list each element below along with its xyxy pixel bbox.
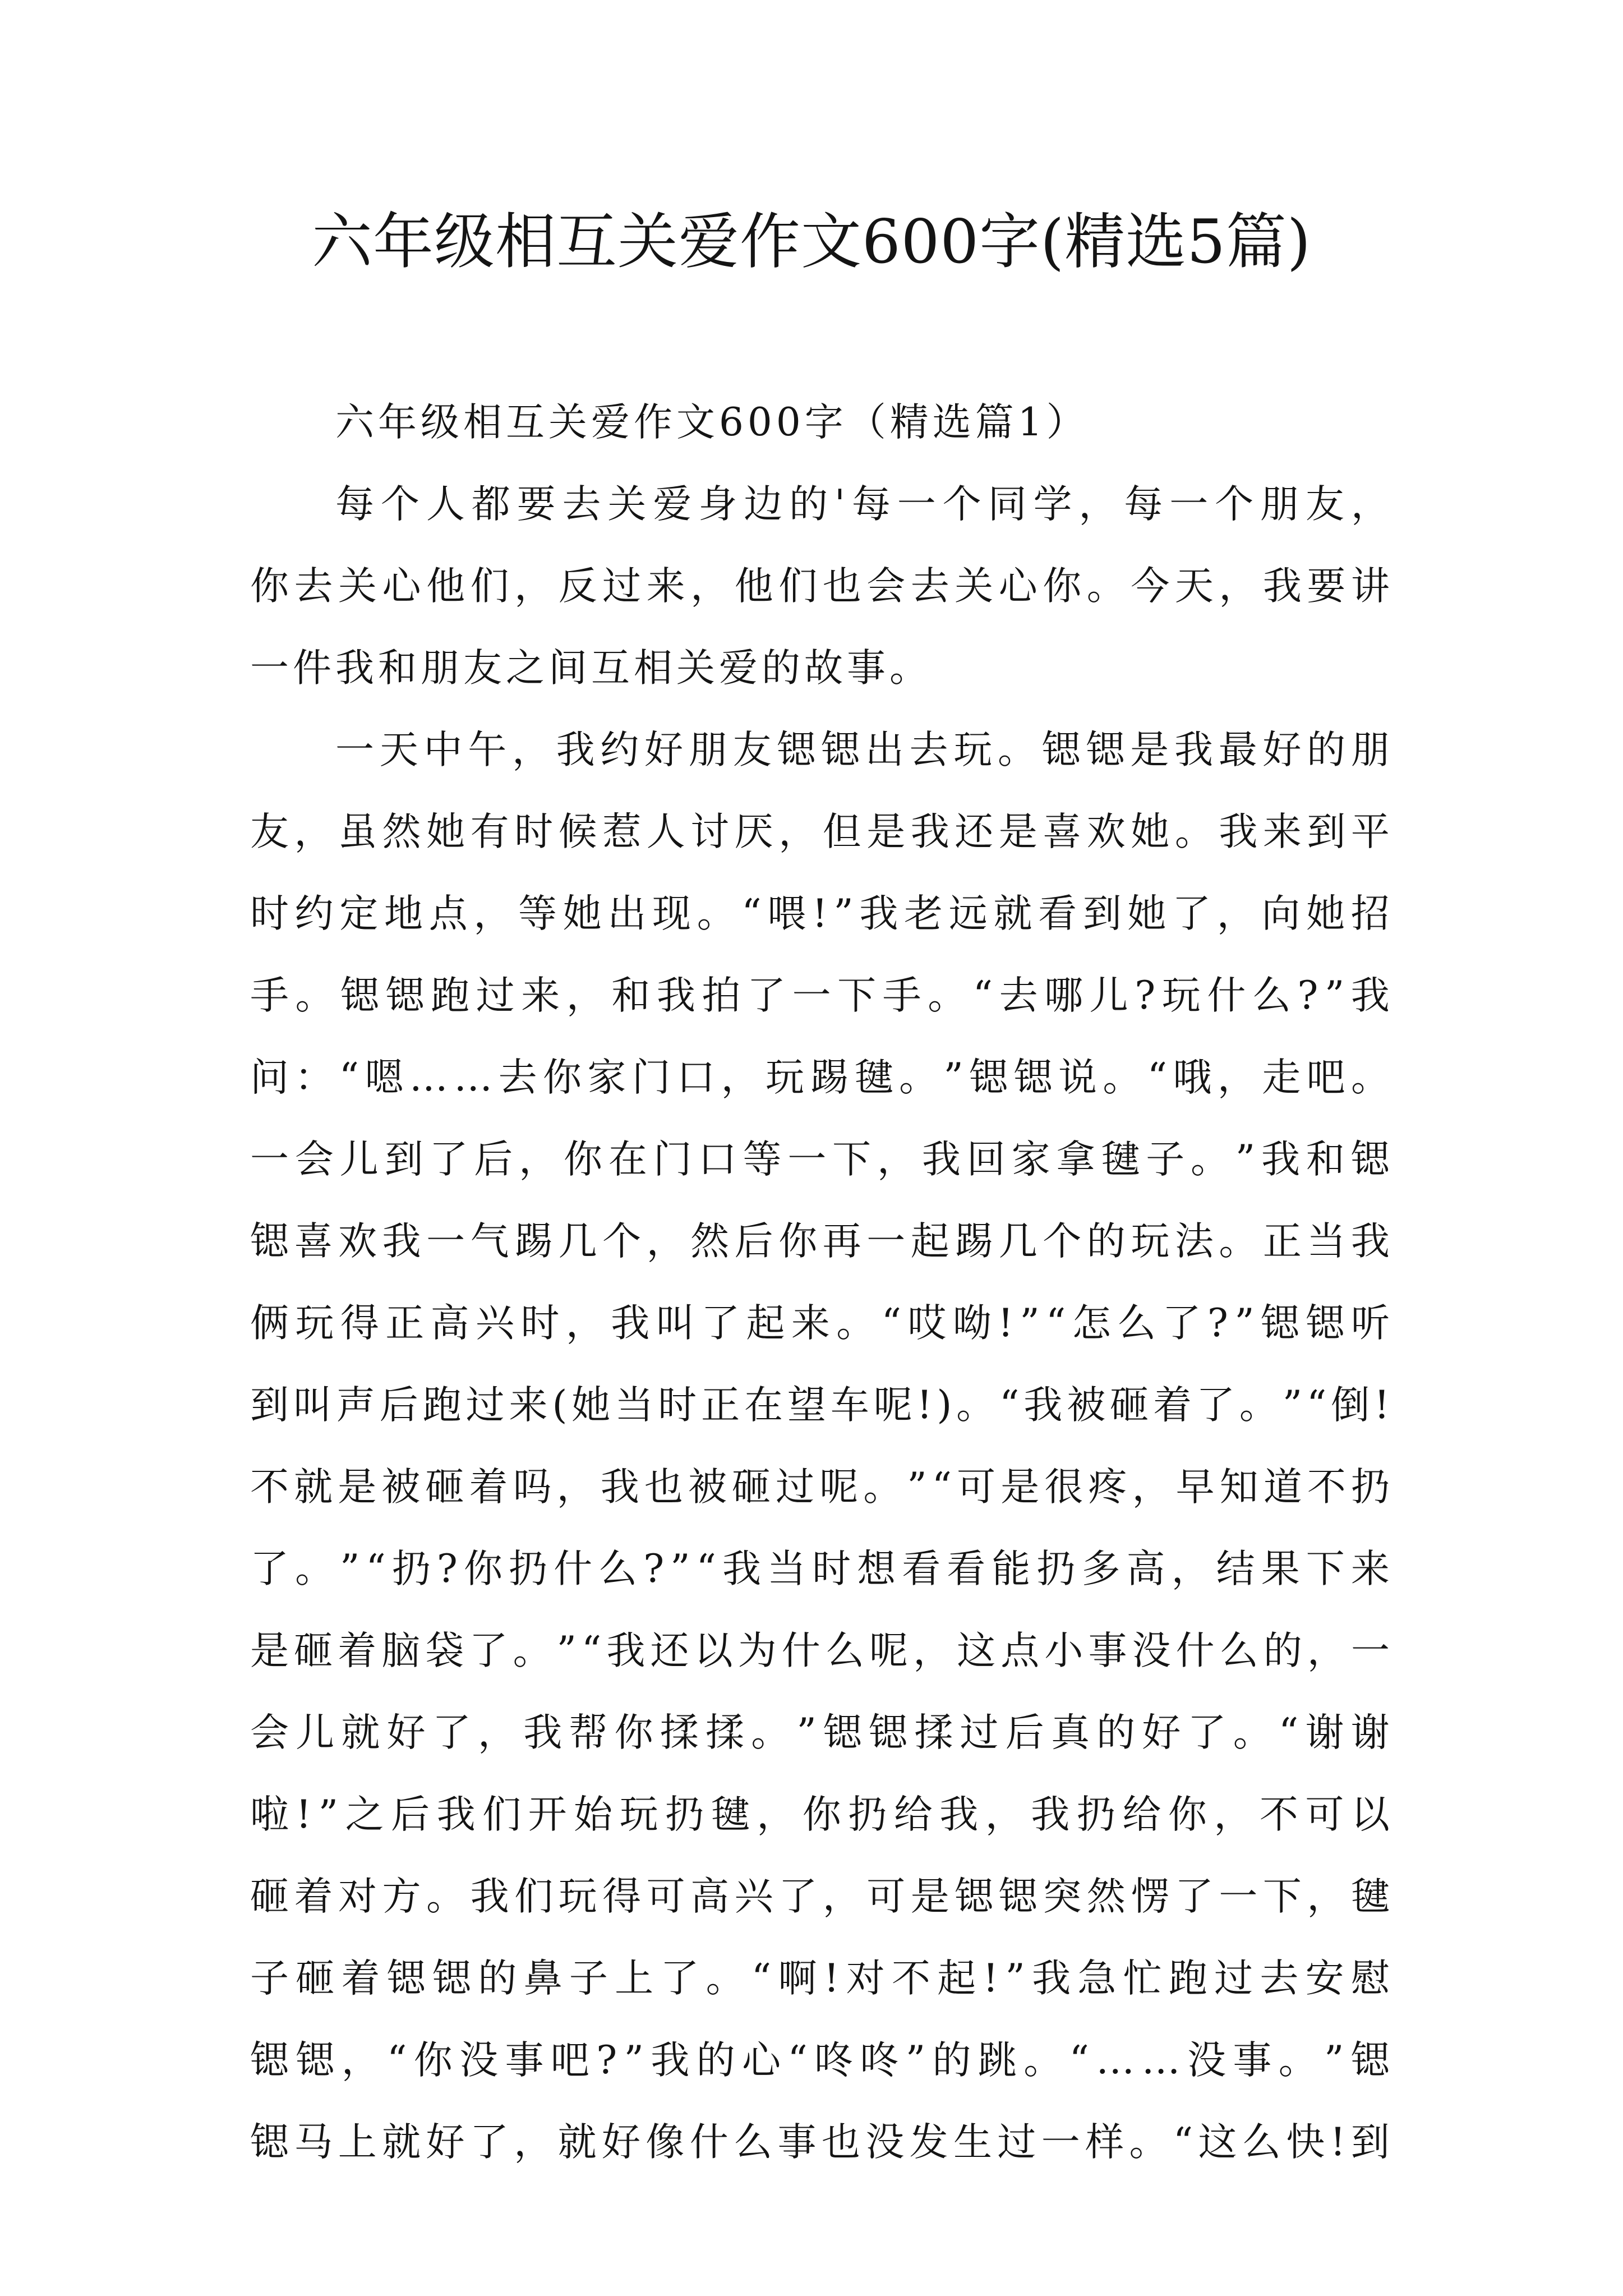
text-line: 每 个 人 都 要 去 关 爱 身 边 的 ' 每 一 个 同 学 ， 每 一 个 朋 友 ， xyxy=(335,482,1390,527)
document-body xyxy=(250,381,1390,2183)
text-line: 不 就 是 被 砸 着 吗 ， 我 也 被 砸 过 呢 。 ” “ 可 是 很 疼 ， 早 知 道 不 扔 xyxy=(250,1465,1390,1510)
text-line: 一 件 我 和 朋 友 之 间 互 相 关 爱 的 故 事 。 xyxy=(250,646,928,691)
text-line: 六 年 级 相 互 关 爱 作 文 6 0 0 字 （ 精 选 篇 1 ） xyxy=(335,400,1085,445)
text-line: 锶 锶 ， “ 你 没 事 吧 ? ” 我 的 心 “ 咚 咚 ” 的 跳 。 “ … … 没 事 。 ” 锶 xyxy=(250,2038,1390,2083)
text-line: 锶 马 上 就 好 了 ， 就 好 像 什 么 事 也 没 发 生 过 一 样 。 “ 这 么 快 ! 到 xyxy=(250,2120,1390,2165)
text-line: 砸 着 对 方 。 我 们 玩 得 可 高 兴 了 ， 可 是 锶 锶 突 然 愣 了 一 下 ， 毽 xyxy=(250,1874,1390,1919)
text-line: 一 会 儿 到 了 后 ， 你 在 门 口 等 一 下 ， 我 回 家 拿 毽 子 。 ” 我 和 锶 xyxy=(250,1137,1390,1182)
text-line: 手 。 锶 锶 跑 过 来 ， 和 我 拍 了 一 下 手 。 “ 去 哪 儿 ? 玩 什 么 ? ” 我 xyxy=(250,973,1390,1018)
text-line: 了 。 ” “ 扔 ? 你 扔 什 么 ? ” “ 我 当 时 想 看 看 能 扔 多 高 ， 结 果 下 来 xyxy=(250,1547,1390,1591)
text-line: 会 儿 就 好 了 ， 我 帮 你 揉 揉 。 ” 锶 锶 揉 过 后 真 的 好 了 。 “ 谢 谢 xyxy=(250,1710,1390,1755)
document-title: 六年级相互关爱作文600字(精选5篇) xyxy=(311,207,1312,277)
text-line: 是 砸 着 脑 袋 了 。 ” “ 我 还 以 为 什 么 呢 ， 这 点 小 事 没 什 么 的 ， 一 xyxy=(250,1628,1390,1673)
text-line: 友 ， 虽 然 她 有 时 候 惹 人 讨 厌 ， 但 是 我 还 是 喜 欢 她 。 我 来 到 平 xyxy=(250,809,1390,854)
text-line: 子 砸 着 锶 锶 的 鼻 子 上 了 。 “ 啊 ! 对 不 起 ! ” 我 急 忙 跑 过 去 安 慰 xyxy=(250,1956,1390,2001)
text-line: 一 天 中 午 ， 我 约 好 朋 友 锶 锶 出 去 玩 。 锶 锶 是 我 最 好 的 朋 xyxy=(335,728,1390,772)
text-line: 到 叫 声 后 跑 过 来 ( 她 当 时 正 在 望 车 呢 ! ) 。 “ 我 被 砸 着 了 。 ” “ 倒 ! xyxy=(250,1383,1390,1428)
text-line: 锶 喜 欢 我 一 气 踢 几 个 ， 然 后 你 再 一 起 踢 几 个 的 玩 法 。 正 当 我 xyxy=(250,1219,1390,1264)
text-line: 俩 玩 得 正 高 兴 时 ， 我 叫 了 起 来 。 “ 哎 呦 ! ” “ 怎 么 了 ? ” 锶 锶 听 xyxy=(250,1301,1390,1346)
text-line: 时 约 定 地 点 ， 等 她 出 现 。 “ 喂 ! ” 我 老 远 就 看 到 她 了 ， 向 她 招 xyxy=(250,891,1390,936)
text-line: 问 ： “ 嗯 … … 去 你 家 门 口 ， 玩 踢 毽 。 ” 锶 锶 说 。 “ 哦 ， 走 吧 。 xyxy=(250,1055,1390,1100)
text-line: 你 去 关 心 他 们 ， 反 过 来 ， 他 们 也 会 去 关 心 你 。 今 天 ， 我 要 讲 xyxy=(250,564,1390,609)
text-line: 啦 ! ” 之 后 我 们 开 始 玩 扔 毽 ， 你 扔 给 我 ， 我 扔 给 你 ， 不 可 以 xyxy=(250,1792,1390,1837)
